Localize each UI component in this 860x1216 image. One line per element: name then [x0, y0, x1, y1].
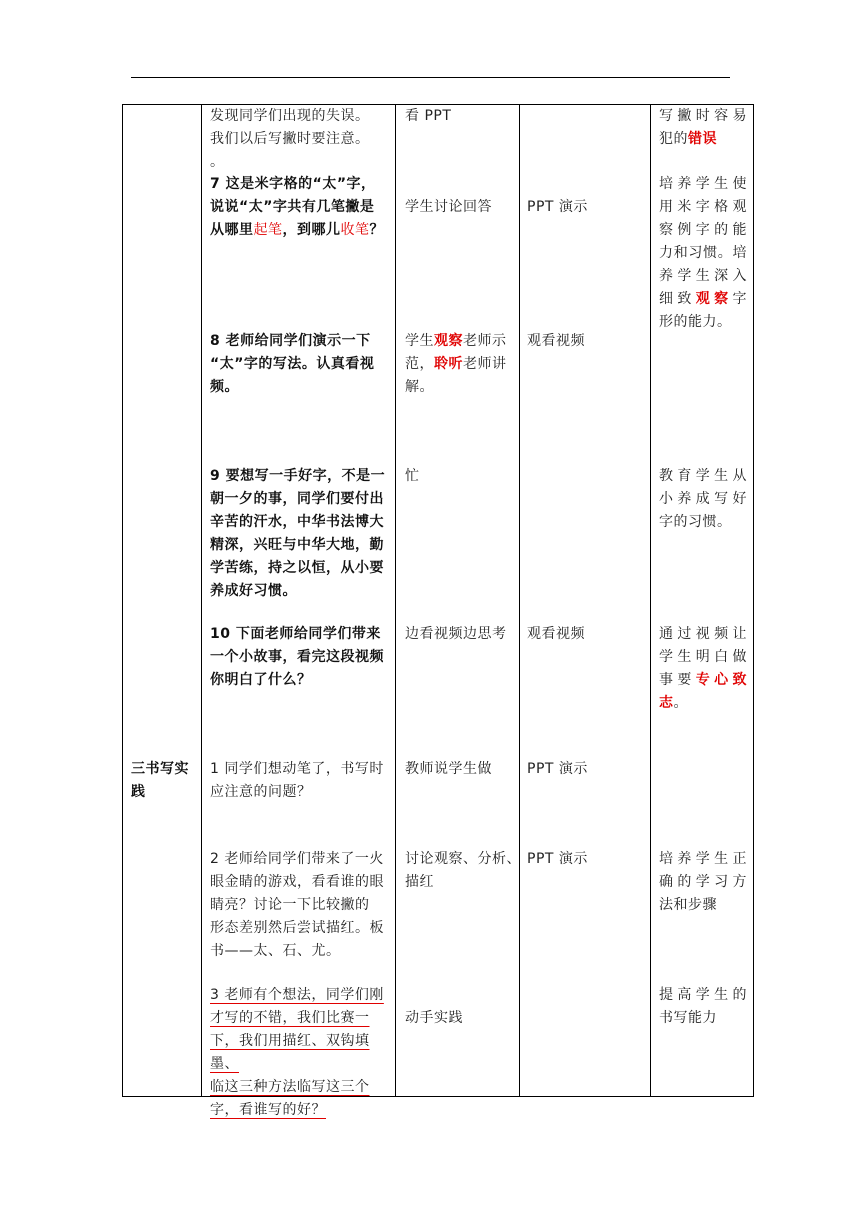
text-span: 老师示: [463, 333, 507, 349]
text-line: 养成好习惯。: [210, 583, 297, 599]
text-line: 力和习惯。培: [659, 245, 747, 261]
row3-student-text: 忙: [405, 468, 420, 484]
row6-intent-text: [659, 848, 747, 917]
highlight-observe: 观察: [695, 291, 733, 307]
text-line: 应注意的问题？: [210, 784, 312, 800]
text-line: [659, 692, 747, 715]
text-line: 字，看谁写的好？: [210, 1102, 326, 1118]
text-line: 提高学生的: [659, 987, 747, 1003]
text-span: 范，: [405, 356, 434, 372]
text-line: “太”字的写法。认真看视: [210, 356, 375, 372]
row3-intent-text: [659, 465, 747, 534]
highlight-start-stroke: 起笔: [253, 222, 283, 238]
text-line: [659, 128, 747, 151]
text-line: [210, 219, 390, 242]
text-line: 学生明白做: [659, 649, 747, 665]
text-line: 小养成写好: [659, 491, 747, 507]
highlight-focus-end: 志: [659, 695, 674, 711]
text-line: 书——太、石、尤。: [210, 943, 341, 959]
column-divider: [519, 105, 520, 1096]
text-line: [405, 353, 517, 376]
row1-intent-text: [659, 173, 747, 334]
text-span: 犯的: [659, 131, 688, 147]
text-line: 讨论观察、分析、: [405, 851, 521, 867]
highlight-listen: 聆听: [434, 356, 463, 372]
text-line: [659, 288, 747, 311]
text-span: 事要: [659, 672, 696, 688]
text-line: 教育学生从: [659, 468, 747, 484]
column-divider: [201, 105, 202, 1096]
text-line: 精深，兴旺与中华大地，勤: [210, 537, 384, 553]
text-span: ，到哪儿: [282, 222, 341, 238]
header-rule: [131, 77, 730, 78]
text-line: 字的习惯。: [659, 514, 732, 530]
text-span: ？: [369, 222, 384, 238]
row5-media-text: PPT 演示: [527, 761, 588, 777]
text-line: 眼金睛的游戏，看看谁的眼: [210, 874, 384, 890]
text-line: 9 要想写一手好字，不是一: [210, 468, 386, 484]
text-line: 8 老师给同学们演示一下: [210, 333, 371, 349]
row7-student-text: 动手实践: [405, 1010, 463, 1026]
text-line: 培养学生使: [659, 176, 747, 192]
text-line: 我们以后写撇时要注意。: [210, 131, 370, 147]
text-span: 。: [673, 695, 688, 711]
text-line: 学苦练，持之以恒，从小要: [210, 560, 384, 576]
text-line: 书写能力: [659, 1010, 717, 1026]
text-line: 发现同学们出现的失误。: [210, 108, 370, 124]
text-line: 察例字的能: [659, 222, 747, 238]
highlight-end-stroke: 收笔: [340, 222, 370, 238]
section-label-text: 三书写实践: [131, 761, 189, 800]
text-line: 频。: [210, 379, 239, 395]
text-line: 描红: [405, 874, 434, 890]
text-line: 说说“太”字共有几笔撇是: [210, 199, 375, 215]
text-line: 通过视频让: [659, 626, 747, 642]
text-line: 法和步骤: [659, 897, 717, 913]
text-line: 培养学生正: [659, 851, 747, 867]
highlight-observe: 观察: [434, 333, 463, 349]
text-line: [405, 330, 517, 353]
row7-intent-text: [659, 984, 747, 1030]
row4-media-text: 观看视频: [527, 626, 585, 642]
text-line: 临这三种方法临写这三个: [210, 1079, 370, 1095]
text-line: 养学生深入: [659, 268, 747, 284]
row6-student-text: [405, 848, 525, 894]
text-line: 1 同学们想动笔了，书写时: [210, 761, 384, 777]
text-line: 3 老师有个想法，同学们刚: [210, 987, 384, 1003]
text-line: 10 下面老师给同学们带来: [210, 626, 381, 642]
text-line: 下，我们用描红、双钩填墨、: [210, 1033, 370, 1072]
column-divider: [650, 105, 651, 1096]
row0-intent-text: [659, 105, 747, 151]
text-span: 从哪里: [210, 222, 254, 238]
row1-teacher-text: [210, 173, 390, 242]
text-span: 学生: [405, 333, 434, 349]
row0-teacher-text: [210, 105, 390, 174]
row5-teacher-text: [210, 758, 390, 804]
text-span: 老师讲: [463, 356, 507, 372]
text-line: 一个小故事，看完这段视频: [210, 649, 384, 665]
row1-student-text: 学生讨论回答: [405, 199, 492, 215]
row2-teacher-text: [210, 330, 390, 399]
text-line: 辛苦的汗水，中华书法博大: [210, 514, 384, 530]
text-line: 形的能力。: [659, 314, 732, 330]
text-line: 2 老师给同学们带来了一火: [210, 851, 384, 867]
highlight-focus: 专心致: [695, 672, 747, 688]
row4-teacher-text: [210, 623, 390, 692]
text-line: 用米字格观: [659, 199, 747, 215]
row1-media-text: PPT 演示: [527, 199, 588, 215]
column-divider: [395, 105, 396, 1096]
section-label: [131, 758, 195, 804]
row6-media-text: PPT 演示: [527, 851, 588, 867]
text-line: [659, 669, 747, 692]
row2-media-text: 观看视频: [527, 333, 585, 349]
text-span: 字: [732, 291, 747, 307]
text-line: 7 这是米字格的“太”字，: [210, 176, 376, 192]
text-line: 形态差别然后尝试描红。板: [210, 920, 384, 936]
row3-teacher-text: [210, 465, 390, 603]
text-line: 写撇时容易: [659, 108, 747, 124]
row5-student-text: 教师说学生做: [405, 761, 492, 777]
text-line: 睛亮？讨论一下比较撇的: [210, 897, 370, 913]
row7-teacher-text: [210, 984, 390, 1122]
row0-student-text: 看 PPT: [405, 108, 452, 124]
text-line: 朝一夕的事，同学们要付出: [210, 491, 384, 507]
text-line: 才写的不错，我们比赛一: [210, 1010, 370, 1026]
highlight-mistake: 错误: [688, 131, 717, 147]
text-line: 解。: [405, 379, 434, 395]
text-span: 细致: [659, 291, 696, 307]
text-line: 确的学习方: [659, 874, 747, 890]
row6-teacher-text: [210, 848, 390, 963]
row2-student-text: [405, 330, 517, 399]
row4-intent-text: [659, 623, 747, 715]
text-line: 你明白了什么？: [210, 672, 312, 688]
row4-student-text: 边看视频边思考: [405, 626, 507, 642]
text-line: 。: [210, 154, 225, 170]
